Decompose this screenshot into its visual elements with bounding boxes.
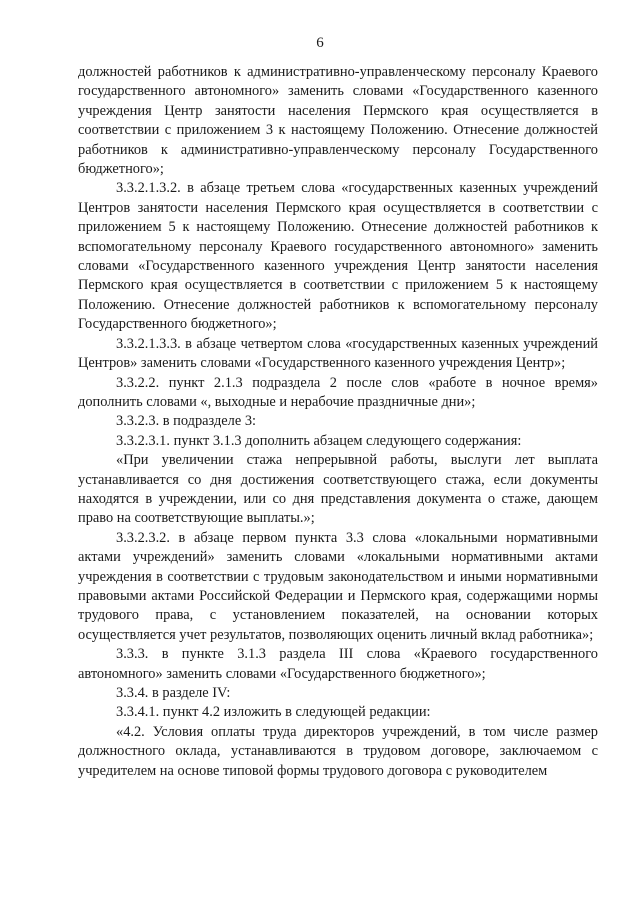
paragraph: 3.3.2.2. пункт 2.1.3 подраздела 2 после слов «работе в ночное время» дополнить словами «, выходные и нерабочие праздничные дни»;	[78, 374, 598, 410]
paragraph: 3.3.2.1.3.2. в абзаце третьем слова «государственных казенных учреждений Центров занятости населения Пермского края осуществляется в соответствии с приложением 5 к настоящему Положению. Отнесение должностей работников к вспомогательному персоналу Краевого государственного автономного» заменить словами «Государственного казенного учреждения Центр занятости населения Пермского края осуществляется в соответствии с приложением 5 к настоящему Положению. Отнесение должностей работников к вспомогательному персоналу Государственного бюджетного»;	[78, 180, 598, 333]
paragraph: 3.3.2.1.3.3. в абзаце четвертом слова «государственных казенных учреждений Центров» заменить словами «Государственного казенного учреждения Центр»;	[78, 335, 598, 372]
paragraph: 3.3.4.1. пункт 4.2 изложить в следующей редакции:	[116, 704, 431, 721]
paragraph: 3.3.2.3.1. пункт 3.1.3 дополнить абзацем следующего содержания:	[116, 432, 522, 449]
paragraph: 3.3.3. в пункте 3.1.3 раздела III слова «Краевого государственного автономного» заменить словами «Государственного бюджетного»;	[78, 646, 598, 682]
page-number: 6	[316, 35, 324, 51]
paragraph: 3.3.2.3. в подразделе 3:	[116, 413, 257, 430]
document-body	[78, 63, 598, 781]
paragraph: 3.3.4. в разделе IV:	[116, 685, 231, 701]
paragraph: 3.3.2.3.2. в абзаце первом пункта 3.3 слова «локальными нормативными актами учреждений» заменить словами «локальными нормативными актами учреждения в соответствии с трудовым законодательством и иными нормативными правовыми актами Российской Федерации и Пермского края, содержащими нормы трудового права, с установлением показателей, на основании которых осуществляется учет результатов, позволяющих оценить личный вклад работника»;	[78, 529, 598, 643]
paragraph: «При увеличении стажа непрерывной работы, выслуги лет выплата устанавливается со дня достижения соответствующего стажа, если документы находятся в учреждении, или со дня представления документа о стаже, дающем право на соответствующие выплаты.»;	[78, 452, 598, 527]
paragraph: должностей работников к административно-управленческому персоналу Краевого государственного автономного» заменить словами «Государственного казенного учреждения Центр занятости населения Пермского края осуществляется в соответствии с приложением 3 к настоящему Положению. Отнесение должностей работников к административно-управленческому персоналу Государственного бюджетного»;	[78, 64, 598, 178]
paragraph: «4.2. Условия оплаты труда директоров учреждений, в том числе размер должностного оклада, устанавливаются в трудовом договоре, заключаемом с учредителем на основе типовой формы трудового договора с руководителем	[78, 723, 598, 779]
